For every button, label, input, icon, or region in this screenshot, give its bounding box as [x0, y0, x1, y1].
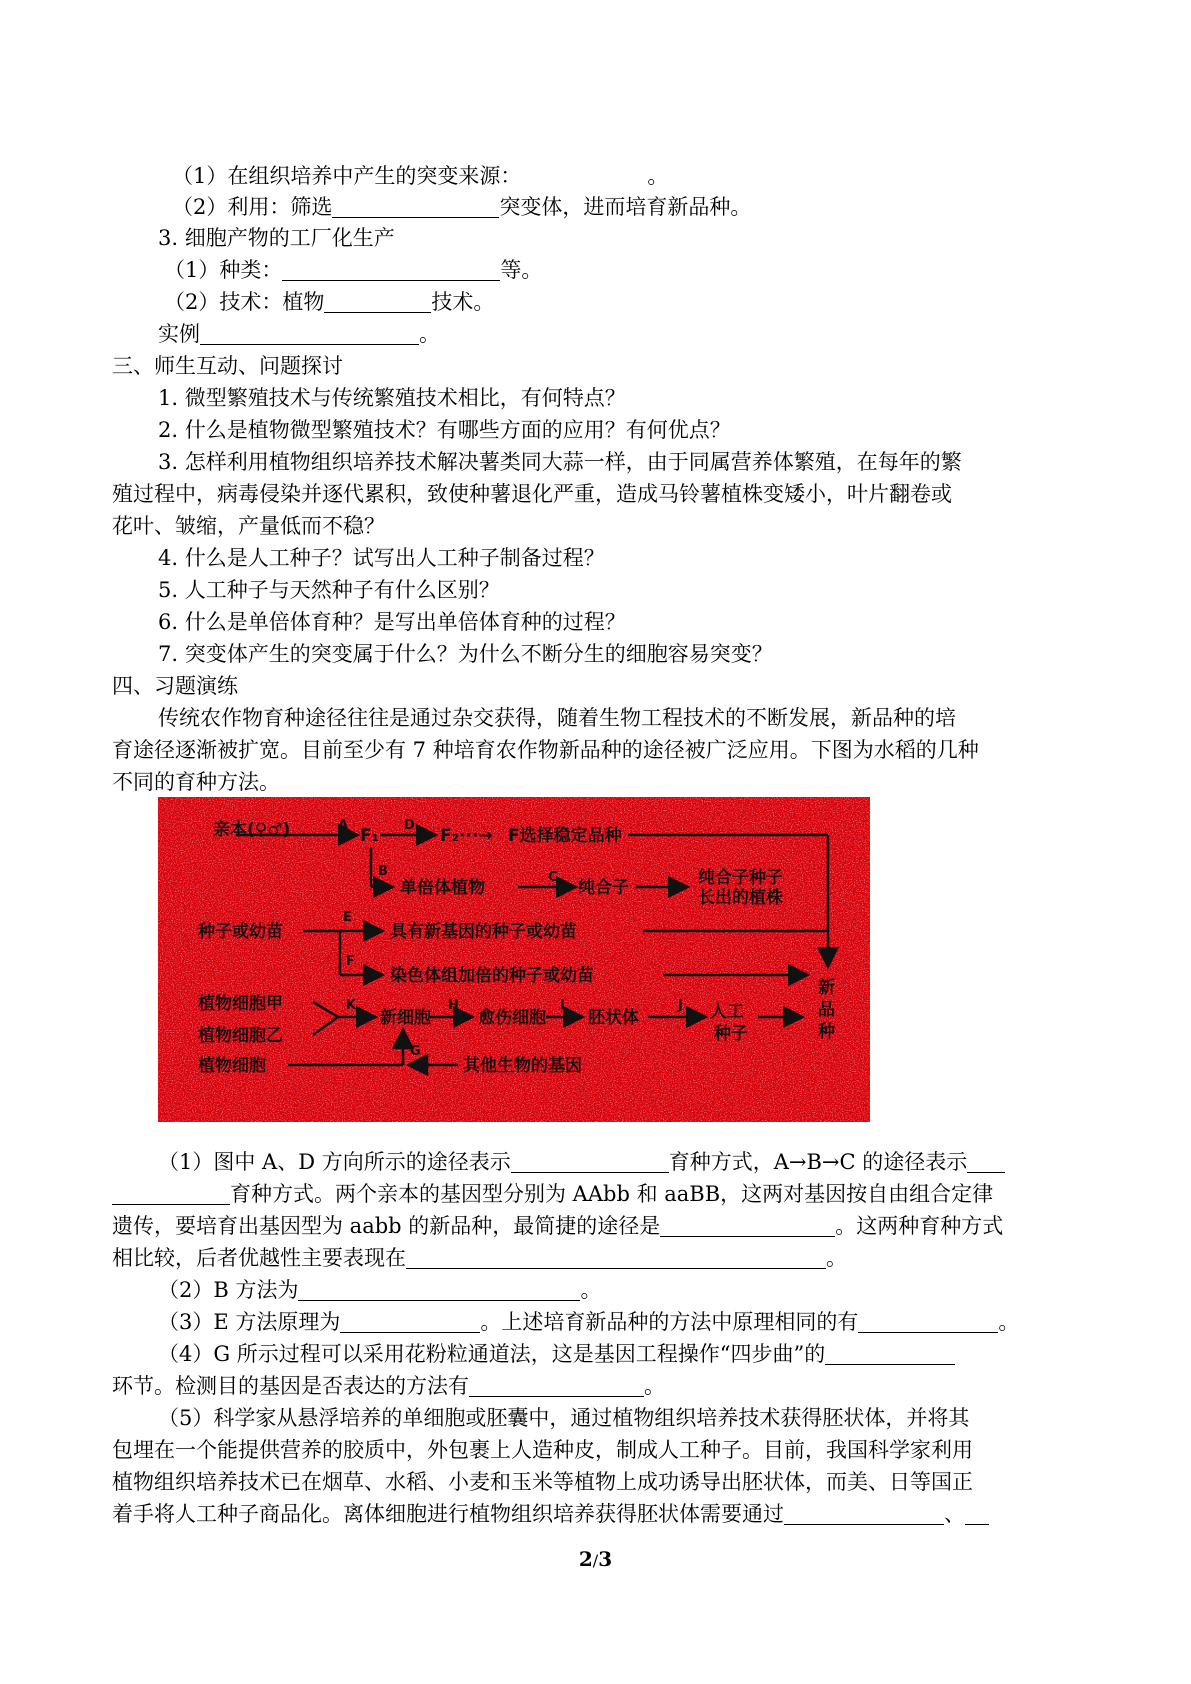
label-newcell: 新细胞 — [380, 1008, 431, 1028]
label-embryoid: 胚状体 — [588, 1008, 639, 1028]
answer-blank[interactable] — [324, 290, 431, 313]
answer-blank[interactable] — [282, 258, 500, 281]
text-line: 植物组织培养技术已在烟草、水稻、小麦和玉米等植物上成功诱导出胚状体，而美、日等国正 — [112, 1470, 973, 1494]
answer-blank[interactable] — [825, 1342, 955, 1365]
text-line: 不同的育种方法。 — [112, 770, 280, 794]
answer-blank[interactable] — [340, 1310, 480, 1333]
answer-blank[interactable] — [784, 1502, 944, 1525]
text-line: 包埋在一个能提供营养的胶质中，外包裹上人造种皮，制成人工种子。目前，我国科学家利用 — [112, 1438, 973, 1462]
text-line: （2）利用：筛选 突变体，进而培育新品种。 — [172, 195, 752, 219]
label-J: J — [678, 998, 683, 1013]
answer-blank[interactable] — [332, 195, 499, 218]
text-line: 6. 什么是单倍体育种？是写出单倍体育种的过程？ — [158, 610, 626, 634]
text-line: 殖过程中，病毒侵染并逐代累积，致使种薯退化严重，造成马铃薯植株变矮小，叶片翻卷或 — [112, 482, 952, 506]
label-parent: 亲本(♀♂) — [213, 820, 291, 840]
label-Fsel: F选择稳定品种 — [508, 826, 622, 846]
answer-blank[interactable] — [406, 1246, 826, 1269]
answer-blank[interactable] — [511, 1150, 669, 1173]
label-homo: 纯合子 — [578, 878, 629, 898]
label-G: G — [410, 1044, 421, 1059]
answer-blank[interactable] — [298, 1278, 580, 1301]
text-line: 育途径逐渐被扩宽。目前至少有 7 种培育农作物新品种的途径被广泛应用。下图为水稻的几种 — [112, 738, 979, 762]
label-othergene: 其他生物的基因 — [463, 1056, 582, 1076]
answer-blank[interactable] — [967, 1150, 1005, 1173]
section-heading: 三、师生互动、问题探讨 — [112, 354, 343, 378]
label-B: B — [378, 864, 388, 879]
label-artificial-2: 种子 — [714, 1024, 748, 1044]
label-E: E — [343, 910, 352, 925]
text-line: 环节。检测目的基因是否表达的方法有 。 — [112, 1374, 665, 1398]
label-callus: 愈伤细胞 — [478, 1008, 546, 1028]
label-newgene: 具有新基因的种子或幼苗 — [390, 922, 577, 942]
text-line: （2）B 方法为 。 — [158, 1278, 602, 1302]
label-artificial-1: 人工 — [710, 1002, 744, 1022]
text-line: （5）科学家从悬浮培养的单细胞或胚囊中，通过植物组织培养技术获得胚状体，并将其 — [158, 1406, 970, 1430]
text-line: （1）图中 A、D 方向所示的途径表示 育种方式，A→B→C 的途径表示 — [158, 1148, 1005, 1176]
text-line: （1）在组织培养中产生的突变来源： 。 — [172, 164, 669, 188]
answer-blank[interactable] — [200, 322, 419, 345]
label-F: F — [346, 954, 355, 969]
text-line: 4. 什么是人工种子？试写出人工种子制备过程？ — [158, 546, 605, 570]
label-C: C — [548, 870, 558, 885]
text-line: 5. 人工种子与天然种子有什么区别？ — [158, 578, 500, 602]
answer-blank[interactable] — [469, 1374, 644, 1397]
page-number: 2/3 — [578, 1547, 613, 1571]
text-line: 3. 怎样利用植物组织培养技术解决薯类同大蒜一样，由于同属营养体繁殖，在每年的繁 — [158, 450, 962, 474]
answer-blank[interactable] — [112, 1182, 230, 1205]
label-new-2: 品 — [818, 1000, 835, 1020]
label-cellA: 植物细胞甲 — [198, 994, 283, 1014]
label-I: I — [560, 998, 565, 1013]
text-line: （4）G 所示过程可以采用花粉粒通道法，这是基因工程操作“四步曲”的 — [158, 1340, 955, 1368]
label-cellC: 植物细胞 — [198, 1056, 266, 1076]
label-cellB: 植物细胞乙 — [198, 1026, 283, 1046]
answer-blank[interactable] — [660, 1214, 835, 1237]
text-line: 传统农作物育种途径往往是通过杂交获得，随着生物工程技术的不断发展，新品种的培 — [158, 706, 956, 730]
label-seed: 种子或幼苗 — [198, 922, 283, 942]
label-homo-seed-1: 纯合子种子 — [698, 868, 783, 888]
text-line: 1. 微型繁殖技术与传统繁殖技术相比，有何特点？ — [158, 386, 626, 410]
label-K: K — [346, 998, 357, 1013]
label-new-3: 种 — [818, 1022, 835, 1042]
text-line: （3）E 方法原理为 。上述培育新品种的方法中原理相同的有 。 — [158, 1310, 1020, 1334]
text-line: 2. 什么是植物微型繁殖技术？有哪些方面的应用？有何优点？ — [158, 418, 731, 442]
label-doubled: 染色体组加倍的种子或幼苗 — [390, 966, 594, 986]
label-Fn: F₂···→ — [440, 826, 493, 846]
text-line: 实例 。 — [158, 322, 440, 346]
label-new-1: 新 — [818, 978, 835, 998]
text-line: 遗传，要培育出基因型为 aabb 的新品种，最简捷的途径是 。这两种育种方式 — [112, 1214, 1004, 1238]
section-heading: 3. 细胞产物的工厂化生产 — [158, 226, 395, 250]
label-D: D — [404, 818, 415, 833]
label-F1: F₁ — [360, 826, 380, 846]
text-line: 着手将人工种子商品化。离体细胞进行植物组织培养获得胚状体需要通过 、 — [112, 1500, 989, 1528]
breeding-diagram — [158, 797, 870, 1122]
label-H: H — [448, 998, 459, 1013]
text-line: 花叶、皱缩，产量低而不稳？ — [112, 514, 385, 538]
section-heading: 四、习题演练 — [112, 674, 238, 698]
text-line: 7. 突变体产生的突变属于什么？为什么不断分生的细胞容易突变？ — [158, 642, 773, 666]
label-homo-seed-2: 长出的植株 — [698, 888, 783, 908]
text-line: 相比较，后者优越性主要表现在 。 — [112, 1246, 847, 1270]
text-line: 育种方式。两个亲本的基因型分别为 AAbb 和 aaBB，这两对基因按自由组合定律 — [112, 1180, 993, 1208]
text-line: （2）技术：植物 技术。 — [164, 290, 495, 314]
answer-blank[interactable] — [965, 1502, 989, 1525]
label-A: A — [338, 818, 349, 833]
answer-blank[interactable] — [858, 1310, 998, 1333]
label-haploid: 单倍体植物 — [400, 878, 485, 898]
text-line: （1）种类： 等。 — [164, 258, 543, 282]
